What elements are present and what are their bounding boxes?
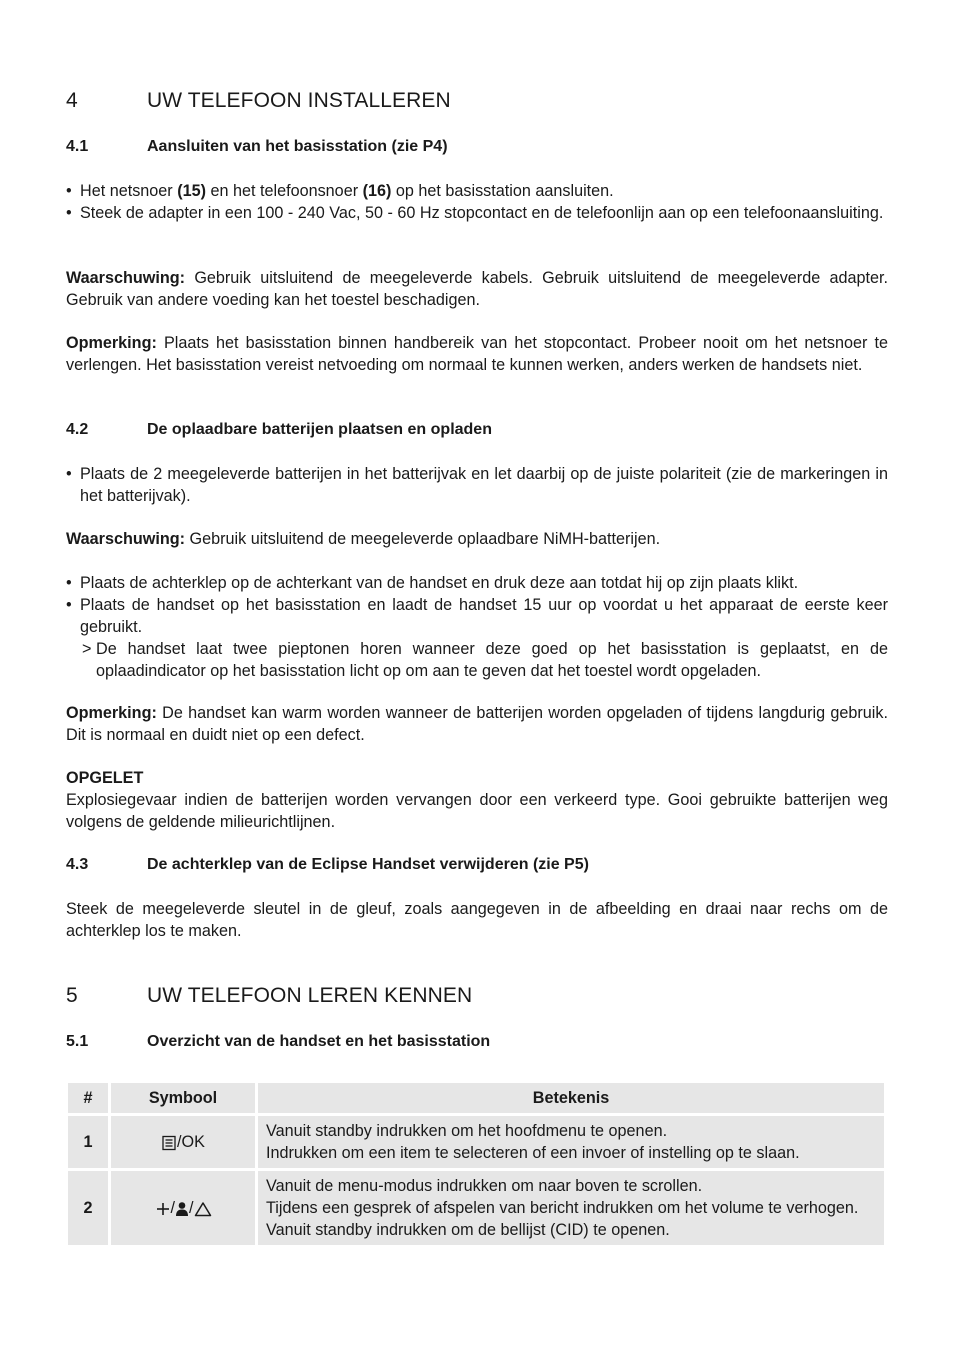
column-header: # [68,1083,108,1113]
menu-icon [161,1135,177,1151]
row-number: 2 [68,1171,108,1245]
list-item: • Plaats de 2 meegeleverde batterijen in het batterijvak en let daarbij op de juiste polariteit (zie de markeringen in het batterijvak). [66,463,888,507]
plus-icon [155,1201,171,1217]
section-title: UW TELEFOON LEREN KENNEN [147,984,473,1007]
meaning-cell: Vanuit standby indrukken om het hoofdmenu te openen. Indrukken om een item te selecteren of een invoer of instelling op te slaan. [258,1116,884,1168]
subsection-title: Overzicht van de handset en het basisstation [147,1033,491,1050]
symbol-cell: / / [111,1171,255,1245]
subsection-number: 4.3 [66,856,89,873]
symbol-text: /OK [177,1133,205,1151]
section-number: 4 [66,89,78,112]
paragraph-4-3: Steek de meegeleverde sleutel in de gleuf, zoals aangegeven in de afbeelding en draai naar rechs om de achterklep los te maken. [66,900,888,940]
subsection-title: De oplaadbare batterijen plaatsen en opladen [147,421,492,438]
list-item: • Plaats de achterklep op de achterkant van de handset en druk deze aan totdat hij op zijn plaats klikt. [66,572,888,594]
subsection-title: Aansluiten van het basisstation (zie P4) [147,138,448,155]
caution-label: OPGELET [66,769,144,787]
note-paragraph: Opmerking: De handset kan warm worden wanneer de batterijen worden opgeladen of tijdens langdurig gebruik. Dit is normaal en duidt niet op een defect. [66,704,888,744]
meaning-cell: Vanuit de menu-modus indrukken om naar boven te scrollen. Tijdens een gesprek of afspelen van bericht indrukken om het volume te verhogen. Vanuit standby indrukken om de bellijst (CID) te openen. [258,1171,884,1245]
note-paragraph: Opmerking: Plaats het basisstation binnen handbereik van het stopcontact. Probeer nooit om het netsnoer te verlengen. Het basisstation vereist netvoeding om normaal te kunnen werken, anders werken de handsets niet. [66,334,888,374]
symbol-table [65,1080,887,1248]
column-header: Betekenis [258,1083,884,1113]
list-item: • Steek de adapter in een 100 - 240 Vac, 50 - 60 Hz stopcontact en de telefoonlijn aan op een telefoonaansluiting. [66,202,888,224]
subsection-number: 5.1 [66,1033,89,1050]
up-triangle-icon [194,1201,212,1217]
section-number: 5 [66,984,78,1007]
table-row [68,1171,884,1245]
result-item: > De handset laat twee pieptonen horen wanneer deze goed op het basisstation is geplaatst, en de oplaadindicator op het basisstation licht op om aan te geven dat het toestel wordt opgeladen. [82,640,888,680]
bullet-list-4-2a [66,463,888,507]
symbol-cell [111,1116,255,1168]
bullet-list-4-2b [66,572,888,682]
row-number: 1 [68,1116,108,1168]
warning-paragraph: Waarschuwing: Gebruik uitsluitend de meegeleverde oplaadbare NiMH-batterijen. [66,530,661,548]
table-header-row [68,1083,884,1113]
subsection-number: 4.2 [66,421,89,438]
warning-paragraph: Waarschuwing: Gebruik uitsluitend de meegeleverde kabels. Gebruik uitsluitend de meegeleverde adapter. Gebruik van andere voeding kan het toestel beschadigen. [66,269,888,309]
section-title: UW TELEFOON INSTALLEREN [147,89,451,112]
list-item: • Plaats de handset op het basisstation en laadt de handset 15 uur op voordat u het apparaat de eerste keer gebruikt. [66,594,888,638]
caution-block [66,767,888,833]
bullet-list-4-1 [66,180,888,224]
column-header: Symbool [111,1083,255,1113]
contact-person-icon [175,1201,189,1217]
subsection-title: De achterklep van de Eclipse Handset verwijderen (zie P5) [147,856,589,873]
caution-text: Explosiegevaar indien de batterijen worden vervangen door een verkeerd type. Gooi gebruikte batterijen weg volgens de geldende milieurichtlijnen. [66,791,888,831]
list-item: • Het netsnoer (15) en het telefoonsnoer (16) op het basisstation aansluiten. [66,180,888,202]
table-row [68,1116,884,1168]
subsection-number: 4.1 [66,138,89,155]
